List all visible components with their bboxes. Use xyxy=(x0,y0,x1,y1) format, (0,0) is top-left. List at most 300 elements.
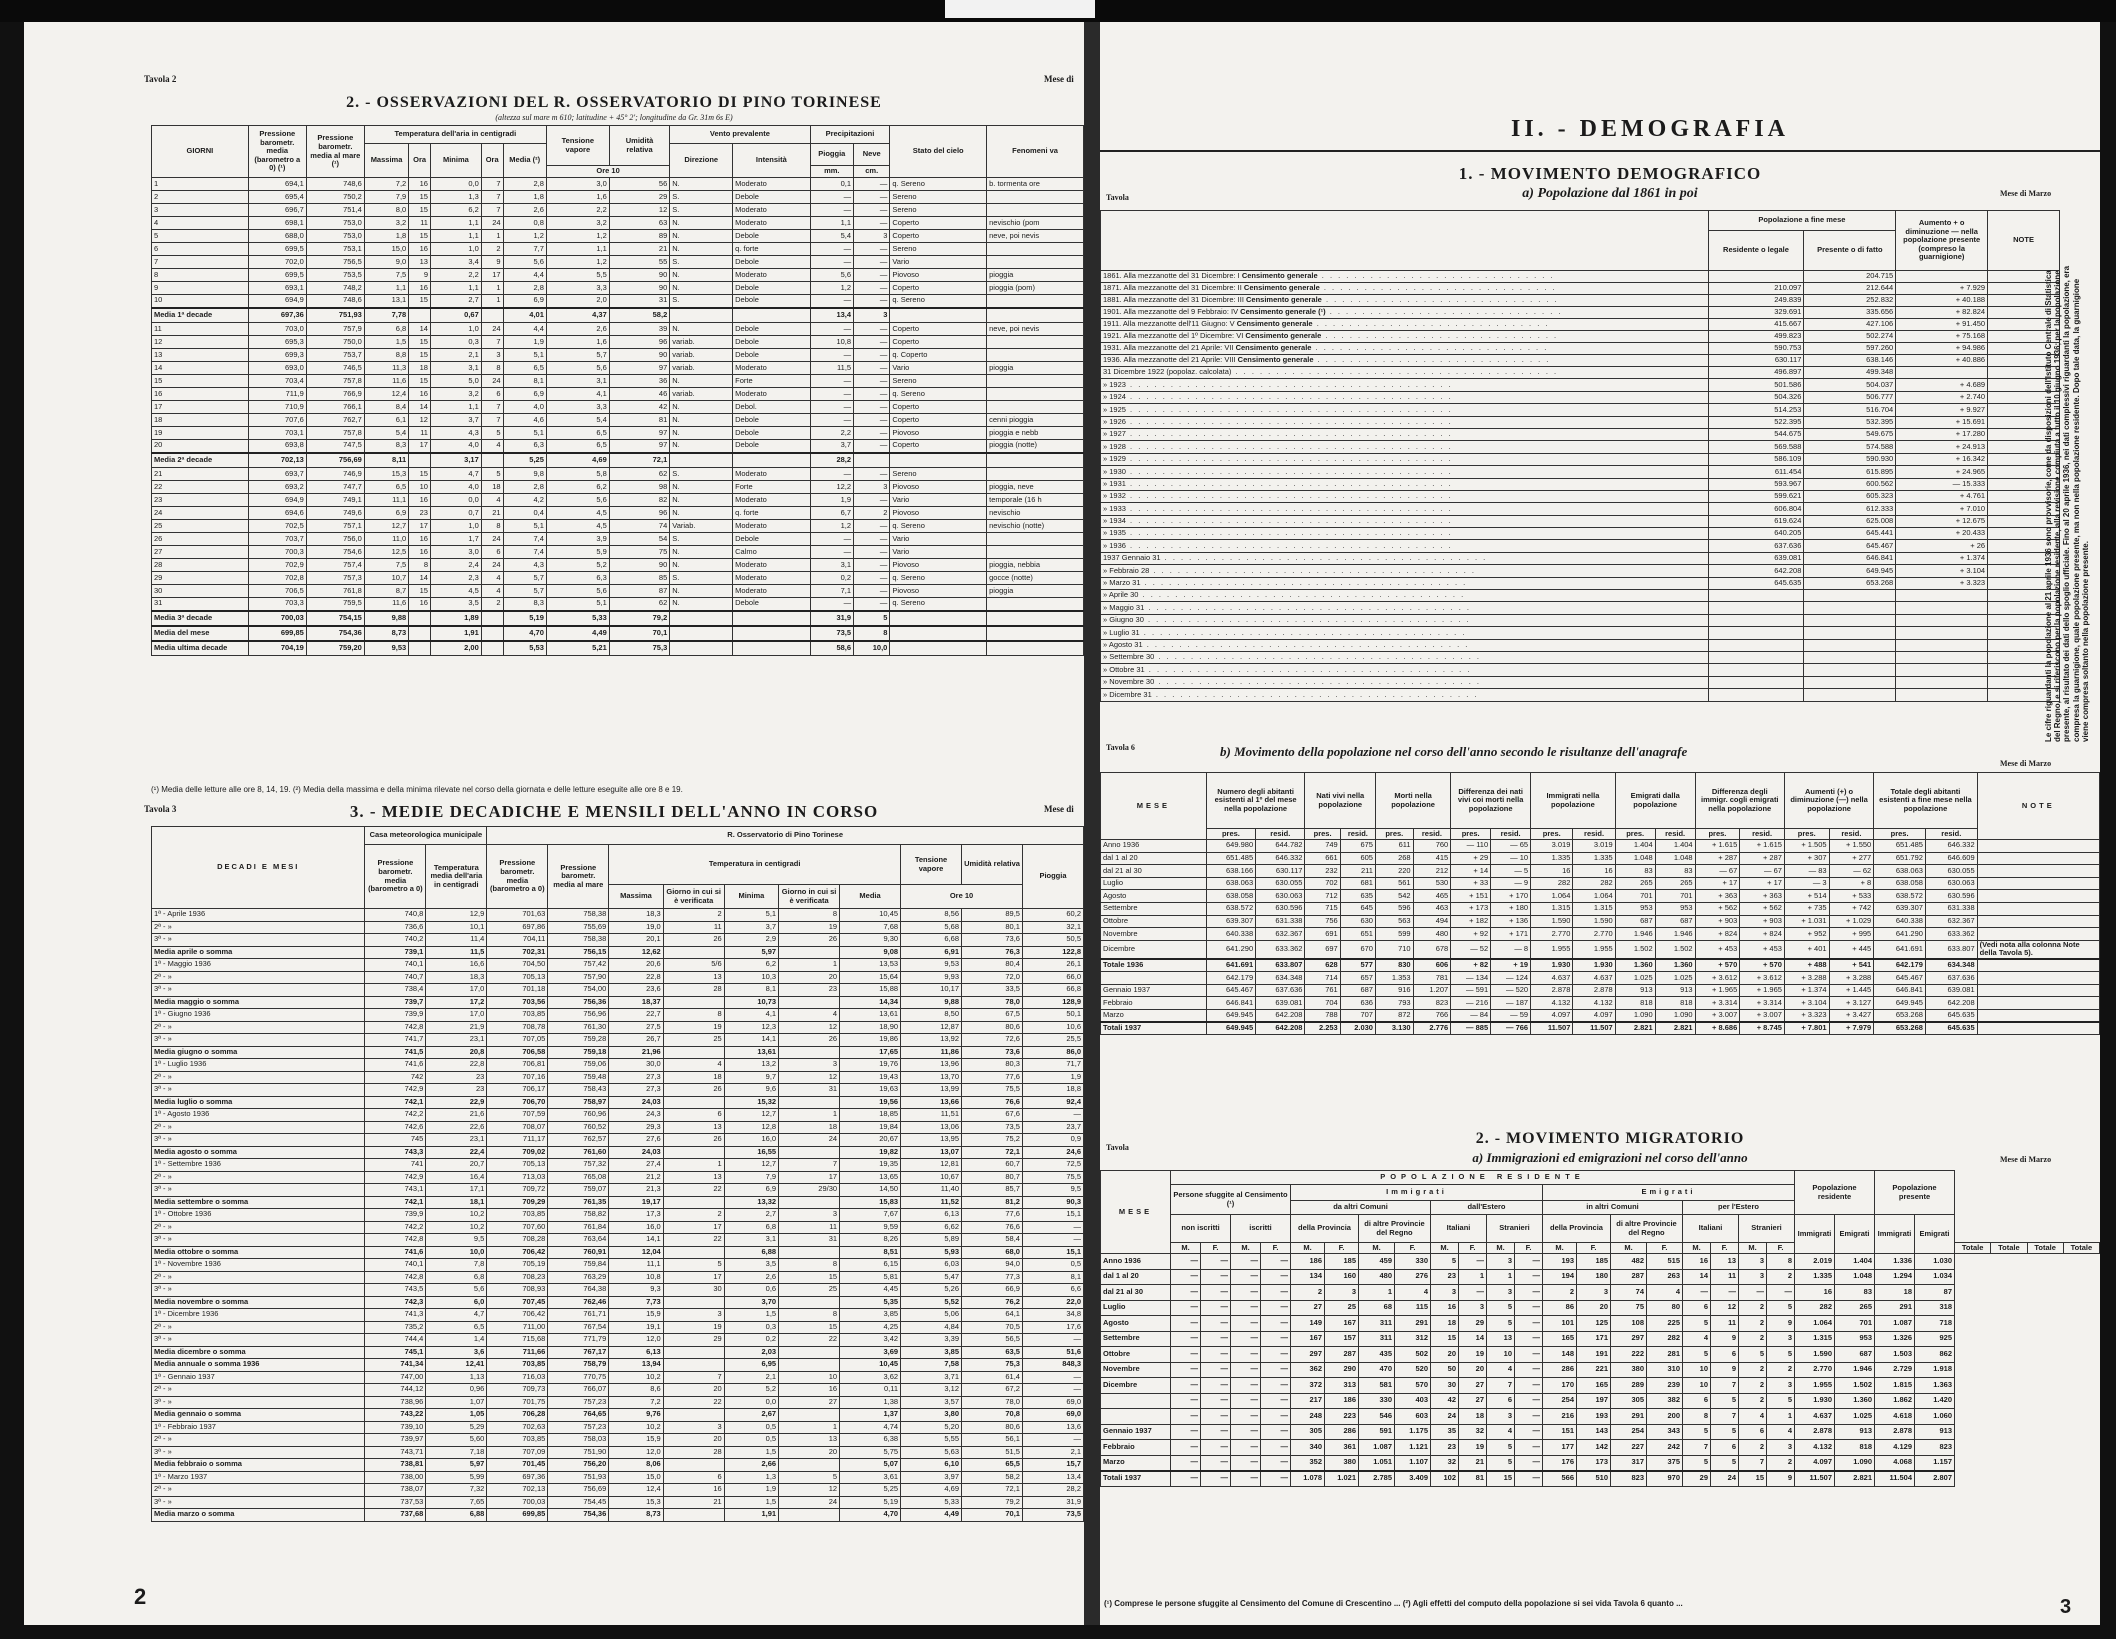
table-cell: 3,70 xyxy=(724,1296,778,1309)
table-cell: + 363 xyxy=(1695,890,1740,903)
table-cell: 695,4 xyxy=(248,191,306,204)
table-cell: 8 xyxy=(1683,1409,1711,1425)
table-cell: 694,9 xyxy=(248,295,306,308)
table-cell: 711,00 xyxy=(487,1321,548,1334)
table-cell: 695,3 xyxy=(248,336,306,349)
table-cell: 10,8 xyxy=(810,336,854,349)
table-cell: Media dicembre o somma xyxy=(152,1346,365,1359)
table-cell: Debole xyxy=(733,349,810,362)
table-cell: 754,00 xyxy=(548,984,609,997)
table-cell xyxy=(890,641,987,656)
table-cell: 6,9 xyxy=(724,1184,778,1197)
table-cell xyxy=(779,1346,840,1359)
col-dall-estero: dall'Estero xyxy=(1431,1201,1543,1215)
table-cell: 6,95 xyxy=(724,1359,778,1372)
table-row xyxy=(152,585,1084,598)
table-cell: 5,07 xyxy=(840,1459,901,1472)
table-cell: — xyxy=(1767,1285,1795,1301)
table-cell: 758,38 xyxy=(548,934,609,947)
table-cell: 1.064 xyxy=(1573,890,1615,903)
table-cell: — xyxy=(1022,1234,1083,1247)
media-row xyxy=(152,453,1084,468)
table-cell: — 8 xyxy=(1491,940,1531,959)
table-cell: 23,1 xyxy=(426,1134,487,1147)
table-row xyxy=(152,1121,1084,1134)
table-cell: + 182 xyxy=(1451,915,1491,928)
table-cell: — xyxy=(1022,1334,1083,1347)
table-cell xyxy=(1101,1409,1171,1425)
table-cell xyxy=(481,641,503,656)
table-cell: 0,5 xyxy=(1022,1259,1083,1272)
col-pioggia: Pioggia xyxy=(810,144,854,166)
table-cell: 305 xyxy=(1611,1393,1647,1409)
table-cell: 335.656 xyxy=(1804,307,1896,319)
table-cell: — xyxy=(854,282,890,295)
table-cell: Coperto xyxy=(890,230,987,243)
table-cell: 31,9 xyxy=(1022,1496,1083,1509)
table-cell: 10,17 xyxy=(901,984,962,997)
table-cell: 747,00 xyxy=(365,1371,426,1384)
table-cell: 619.624 xyxy=(1708,515,1804,527)
table-cell: 19 xyxy=(779,921,840,934)
table-cell: 22,0 xyxy=(1022,1296,1083,1309)
table-cell: — xyxy=(810,546,854,559)
left-page xyxy=(24,22,1084,1625)
table-cell: Moderato xyxy=(733,388,810,401)
table-cell: — xyxy=(1201,1440,1231,1456)
table-cell: 3ª - » xyxy=(152,1496,365,1509)
table-cell: — xyxy=(1171,1424,1201,1440)
table-cell: 72,6 xyxy=(962,1034,1023,1047)
table-cell: 740,8 xyxy=(365,909,426,922)
table-cell: Sereno xyxy=(890,191,987,204)
table-cell xyxy=(733,641,810,656)
table-cell: 693,2 xyxy=(248,481,306,494)
table-cell: 702,0 xyxy=(248,256,306,269)
table-cell: 35 xyxy=(1431,1424,1459,1440)
table-cell: 913 xyxy=(1835,1424,1875,1440)
table-cell: 6,13 xyxy=(901,1209,962,1222)
table-cell: 757,90 xyxy=(548,971,609,984)
table-cell: 5 xyxy=(1711,1455,1739,1471)
table-cell: 23 xyxy=(426,1084,487,1097)
table-cell: Vario xyxy=(890,256,987,269)
table-cell: 3,85 xyxy=(840,1309,901,1322)
table-cell: 678 xyxy=(1413,940,1451,959)
table-cell: 699,85 xyxy=(487,1509,548,1522)
table-cell: 741,5 xyxy=(365,1046,426,1059)
table-cell xyxy=(663,1459,724,1472)
table-cell: Vario xyxy=(890,533,987,546)
table-cell: 5 xyxy=(1767,1347,1795,1363)
table-cell: 1,0 xyxy=(430,243,481,256)
table-cell: 1931. Alla mezzanotte del 21 Aprile: VII Censimento generale . . . . . . . . . . . . . . . . . . . . . . . . . . . . . xyxy=(1101,343,1709,355)
table-cell xyxy=(1977,877,2099,890)
table-cell: 2.030 xyxy=(1340,1022,1375,1035)
table-cell: 6 xyxy=(1739,1424,1767,1440)
table-cell: 34,8 xyxy=(1022,1309,1083,1322)
table-cell: S. xyxy=(670,191,733,204)
table-cell: 480 xyxy=(1359,1269,1395,1285)
table-cell xyxy=(1896,602,1988,614)
table-cell: 3.409 xyxy=(1395,1471,1431,1487)
table-cell: — xyxy=(1171,1347,1201,1363)
t4-blank xyxy=(1101,211,1709,271)
table-cell: Agosto xyxy=(1101,1316,1171,1332)
table-cell: 632.367 xyxy=(1256,928,1305,941)
table-cell: Media ultima decade xyxy=(152,641,249,656)
table-cell: 1,5 xyxy=(364,336,408,349)
table-cell: 762,57 xyxy=(548,1134,609,1147)
table-cell: 4,69 xyxy=(546,453,609,468)
table-cell: 8,56 xyxy=(901,909,962,922)
col-pop-presente: Popolazione presente xyxy=(1875,1171,1955,1215)
table-cell: 645.441 xyxy=(1804,528,1896,540)
table-cell: 212 xyxy=(1413,865,1451,878)
table-cell: 5 xyxy=(1683,1316,1711,1332)
col-pres: pres. xyxy=(1784,829,1829,840)
movement-note: (Vedi nota alla colonna Note della Tavola 5). xyxy=(1977,940,2099,959)
table-cell xyxy=(1708,664,1804,676)
table-cell: 380 xyxy=(1611,1362,1647,1378)
table-cell: 872 xyxy=(1375,1009,1413,1022)
migratorio-subtitle: a) Immigrazioni ed emigrazioni nel corso dell'anno xyxy=(1472,1150,1748,1165)
col-sex-f: F. xyxy=(1711,1243,1739,1254)
table-cell xyxy=(987,468,1084,481)
table-cell: b. tormenta ore xyxy=(987,178,1084,191)
col-morti: Morti nella popolazione xyxy=(1375,773,1450,829)
table-cell: q. Sereno xyxy=(890,598,987,611)
table-cell: 6 xyxy=(1683,1393,1711,1409)
table-cell: 3ª - » xyxy=(152,1234,365,1247)
table-cell: dal 21 al 30 xyxy=(1101,865,1207,878)
table-cell: 13,61 xyxy=(840,1009,901,1022)
table-cell: Luglio xyxy=(1101,877,1207,890)
table-cell: — xyxy=(1022,1434,1083,1447)
col-sex-m: M. xyxy=(1431,1243,1459,1254)
table-cell: 1 xyxy=(779,1109,840,1122)
table-cell: 754,45 xyxy=(548,1496,609,1509)
table-cell: 740,1 xyxy=(365,1259,426,1272)
table-cell: 645.467 xyxy=(1874,972,1926,985)
table-cell: 504.326 xyxy=(1708,391,1804,403)
table-cell: 0,3 xyxy=(724,1321,778,1334)
table-cell: 693,1 xyxy=(248,282,306,295)
table-cell: » 1924 . . . . . . . . . . . . . . . . . . . . . . . . . . . . . . . . . . . . . . . . xyxy=(1101,391,1709,403)
table-cell: 22 xyxy=(663,1184,724,1197)
table-cell: 2ª - » xyxy=(152,1434,365,1447)
col-tensione3: Tensione vapore xyxy=(901,845,962,885)
table-cell: 362 xyxy=(1291,1362,1325,1378)
tavola-mig-head: Tavola xyxy=(1106,1143,1129,1152)
table-row xyxy=(152,959,1084,972)
table-cell: 6 xyxy=(663,1471,724,1484)
table-cell: 7 xyxy=(1739,1455,1767,1471)
table-cell: 2.821 xyxy=(1655,1022,1695,1035)
table-cell: 87 xyxy=(609,585,669,598)
table-cell: — xyxy=(1231,1424,1261,1440)
table-cell: 641.691 xyxy=(1874,940,1926,959)
census-row xyxy=(1101,331,2060,343)
table-cell: 5,75 xyxy=(840,1446,901,1459)
table-cell: 15,0 xyxy=(364,243,408,256)
table-cell: 12,81 xyxy=(901,1159,962,1172)
table-cell: Debole xyxy=(733,282,810,295)
table-row xyxy=(152,375,1084,388)
table-cell: 606 xyxy=(1413,959,1451,972)
table-cell: 18 xyxy=(409,362,431,375)
col-pres: pres. xyxy=(1695,829,1740,840)
table-cell: 23,1 xyxy=(426,1034,487,1047)
table-cell: 3,62 xyxy=(840,1371,901,1384)
table-row xyxy=(152,191,1084,204)
table-cell: 7 xyxy=(481,336,503,349)
table-cell: 15 xyxy=(1487,1471,1515,1487)
table-cell: 223 xyxy=(1325,1409,1359,1425)
table-cell: 12 xyxy=(779,1021,840,1034)
table-cell: Media maggio o somma xyxy=(152,996,365,1009)
table-row xyxy=(152,481,1084,494)
table-cell: 24,03 xyxy=(609,1096,663,1109)
table-cell: 716,03 xyxy=(487,1371,548,1384)
table-cell: 14,1 xyxy=(609,1234,663,1247)
table-cell: 748,6 xyxy=(306,295,364,308)
table-cell: 15 xyxy=(409,349,431,362)
table-cell: 17,3 xyxy=(609,1209,663,1222)
table-cell: — xyxy=(810,323,854,336)
table-cell: 2,0 xyxy=(546,295,609,308)
table-cell: 12,62 xyxy=(609,946,663,959)
table-cell: 24,6 xyxy=(1022,1146,1083,1159)
table-cell xyxy=(1708,614,1804,626)
table-cell: 742 xyxy=(365,1071,426,1084)
table-cell: + 12.675 xyxy=(1896,515,1988,527)
table-cell: 563 xyxy=(1375,915,1413,928)
table-cell: 862 xyxy=(1915,1347,1955,1363)
table-cell: 1,1 xyxy=(430,217,481,230)
table-cell xyxy=(1977,902,2099,915)
table-cell: 19,35 xyxy=(840,1159,901,1172)
table-cell: 1 xyxy=(481,282,503,295)
media-row xyxy=(152,611,1084,626)
table-cell: 742,9 xyxy=(365,1171,426,1184)
table-cell: Coperto xyxy=(890,414,987,427)
table-cell: 310 xyxy=(1647,1362,1683,1378)
table-cell: 3 xyxy=(854,481,890,494)
table-cell: 1ª - Maggio 1936 xyxy=(152,959,365,972)
table-cell: 313 xyxy=(1325,1378,1359,1394)
table-cell: + 1.374 xyxy=(1784,984,1829,997)
table-cell: 2 xyxy=(152,191,249,204)
table-cell: 2ª - » xyxy=(152,1021,365,1034)
table-cell: 15 xyxy=(409,585,431,598)
table-cell: 7 xyxy=(481,414,503,427)
table-cell: Debole xyxy=(733,533,810,546)
table-cell xyxy=(987,191,1084,204)
table-cell: 953 xyxy=(1655,902,1695,915)
table-cell: 625.008 xyxy=(1804,515,1896,527)
table-cell: » 1930 . . . . . . . . . . . . . . . . . . . . . . . . . . . . . . . . . . . . . . . . xyxy=(1101,466,1709,478)
table-cell: 11 xyxy=(409,427,431,440)
table-cell: 23 xyxy=(152,494,249,507)
table-cell: 4.097 xyxy=(1573,1009,1615,1022)
table-cell: 590.753 xyxy=(1708,343,1804,355)
col-mese: MESE xyxy=(1101,773,1207,840)
table-cell: 125 xyxy=(1577,1316,1611,1332)
table-cell: 1.503 xyxy=(1875,1347,1915,1363)
table-cell: 3,1 xyxy=(810,559,854,572)
table-cell: — 110 xyxy=(1451,840,1491,853)
table-cell: 742,2 xyxy=(365,1109,426,1122)
table-cell: 5,47 xyxy=(901,1271,962,1284)
table-cell: 75,5 xyxy=(962,1084,1023,1097)
table-cell: 28,2 xyxy=(1022,1484,1083,1497)
table-cell: 15 xyxy=(409,468,431,481)
table-cell: 739,10 xyxy=(365,1421,426,1434)
table-cell: 16,0 xyxy=(724,1134,778,1147)
table-cell: Media giugno o somma xyxy=(152,1046,365,1059)
table-cell xyxy=(1804,689,1896,701)
table-cell: 702,5 xyxy=(248,520,306,533)
col-da-comuni: da altri Comuni xyxy=(1291,1201,1431,1215)
table-cell: 5 xyxy=(1487,1316,1515,1332)
table-cell: 759,18 xyxy=(548,1046,609,1059)
table-cell: 823 xyxy=(1611,1471,1647,1487)
table-cell: 361 xyxy=(1325,1440,1359,1456)
table-cell: 2,1 xyxy=(1022,1446,1083,1459)
table-cell: 6,9 xyxy=(503,388,546,401)
table-cell: 3 xyxy=(152,204,249,217)
table-cell: 194 xyxy=(1543,1269,1577,1285)
table-cell: 3 xyxy=(1739,1269,1767,1285)
table-cell: 216 xyxy=(1543,1409,1577,1425)
table-cell: + 8 xyxy=(1829,877,1874,890)
table-cell: 711,9 xyxy=(248,388,306,401)
table-cell: 13,6 xyxy=(1022,1421,1083,1434)
table-cell: Moderato xyxy=(733,585,810,598)
table-cell: 706,58 xyxy=(487,1046,548,1059)
table-cell: 16 xyxy=(409,178,431,191)
table-cell: 707,05 xyxy=(487,1034,548,1047)
table-cell: 12 xyxy=(1711,1300,1739,1316)
table-cell: variab. xyxy=(670,388,733,401)
table-cell: 73,5 xyxy=(1022,1509,1083,1522)
table-cell: 630.117 xyxy=(1256,865,1305,878)
table-cell: 22 xyxy=(152,481,249,494)
table-cell: 32 xyxy=(1431,1455,1459,1471)
table-cell: — xyxy=(854,243,890,256)
year-row xyxy=(1101,503,2060,515)
table-cell: 701,63 xyxy=(487,909,548,922)
table-cell: 3,2 xyxy=(546,217,609,230)
table-cell: 221 xyxy=(1577,1362,1611,1378)
table-cell: 1,1 xyxy=(430,230,481,243)
table-cell: 177 xyxy=(1543,1440,1577,1456)
table-cell: 5 xyxy=(1487,1440,1515,1456)
table-cell: N. xyxy=(670,414,733,427)
table-cell: 4,7 xyxy=(430,468,481,481)
table-cell: 25 xyxy=(663,1034,724,1047)
col-massima: Massima xyxy=(364,144,408,178)
table-cell: 704,50 xyxy=(487,959,548,972)
table-cell: Vario xyxy=(890,546,987,559)
table-row xyxy=(1101,902,2100,915)
table-cell: Marzo xyxy=(1101,1009,1207,1022)
table-cell: — xyxy=(854,388,890,401)
table-cell: Coperto xyxy=(890,440,987,453)
table-cell xyxy=(987,308,1084,323)
table-cell: Moderato xyxy=(733,269,810,282)
table-cell: 634.348 xyxy=(1256,972,1305,985)
table-row xyxy=(1101,972,2100,985)
table-cell: + 952 xyxy=(1784,928,1829,941)
table-cell: 5,6 xyxy=(546,494,609,507)
table-cell: — xyxy=(1171,1362,1201,1378)
table-cell: 759,28 xyxy=(548,1034,609,1047)
table-cell: 76,2 xyxy=(962,1296,1023,1309)
table-cell: — xyxy=(854,401,890,414)
table-cell: 758,79 xyxy=(548,1359,609,1372)
table-cell: 542 xyxy=(1375,890,1413,903)
table-cell: 1,07 xyxy=(426,1396,487,1409)
table-cell: 702,13 xyxy=(487,1484,548,1497)
col-giorno-max: Giorno in cui si è verificata xyxy=(663,885,724,909)
table-cell: 80,1 xyxy=(962,921,1023,934)
table-cell: + 562 xyxy=(1740,902,1785,915)
table-cell: 754,36 xyxy=(306,626,364,641)
table-cell: 77,6 xyxy=(962,1209,1023,1222)
table-cell: 570 xyxy=(1395,1378,1431,1394)
col-sex-m: M. xyxy=(1359,1243,1395,1254)
table-cell: Novembre xyxy=(1101,928,1207,941)
table-cell: Totali 1937 xyxy=(1101,1022,1207,1035)
table-cell: 19,43 xyxy=(840,1071,901,1084)
table-cell: 7,67 xyxy=(840,1209,901,1222)
table-cell: 6,15 xyxy=(840,1259,901,1272)
table-cell: — xyxy=(1171,1316,1201,1332)
table-cell: 757,23 xyxy=(548,1396,609,1409)
table-cell: 75 xyxy=(1611,1300,1647,1316)
table-cell: 83 xyxy=(1615,865,1655,878)
table-cell: 1921. Alla mezzanotte del 1º Dicembre: VI Censimento generale . . . . . . . . . . . . . . . . . . . . . . . . . . . . . xyxy=(1101,331,1709,343)
table-cell: 13 xyxy=(663,1171,724,1184)
table-cell: 21,6 xyxy=(426,1109,487,1122)
table-row xyxy=(152,1471,1084,1484)
table-cell: + 1.374 xyxy=(1896,552,1988,564)
table-cell: 759,84 xyxy=(548,1259,609,1272)
table-cell: 741,6 xyxy=(365,1059,426,1072)
table-cell: 599 xyxy=(1375,928,1413,941)
table-cell: N. xyxy=(670,598,733,611)
table-cell: 754,36 xyxy=(548,1509,609,1522)
table-cell: 9,5 xyxy=(1022,1184,1083,1197)
table-cell: 6,2 xyxy=(724,959,778,972)
table-cell: 764,38 xyxy=(548,1284,609,1297)
table-cell: 2ª - » xyxy=(152,921,365,934)
table-cell: 499.823 xyxy=(1708,331,1804,343)
table-cell: 711,17 xyxy=(487,1134,548,1147)
table-cell: 5,35 xyxy=(840,1296,901,1309)
table-cell: 29 xyxy=(1459,1316,1487,1332)
table-cell: 11 xyxy=(152,323,249,336)
table-cell: 714 xyxy=(1305,972,1340,985)
table-cell: Debol. xyxy=(733,401,810,414)
table-cell xyxy=(1804,639,1896,651)
col-massima3: Massima xyxy=(609,885,663,909)
table-cell: 10,2 xyxy=(426,1221,487,1234)
table-cell: 31 xyxy=(779,1084,840,1097)
table-cell: — xyxy=(1201,1424,1231,1440)
